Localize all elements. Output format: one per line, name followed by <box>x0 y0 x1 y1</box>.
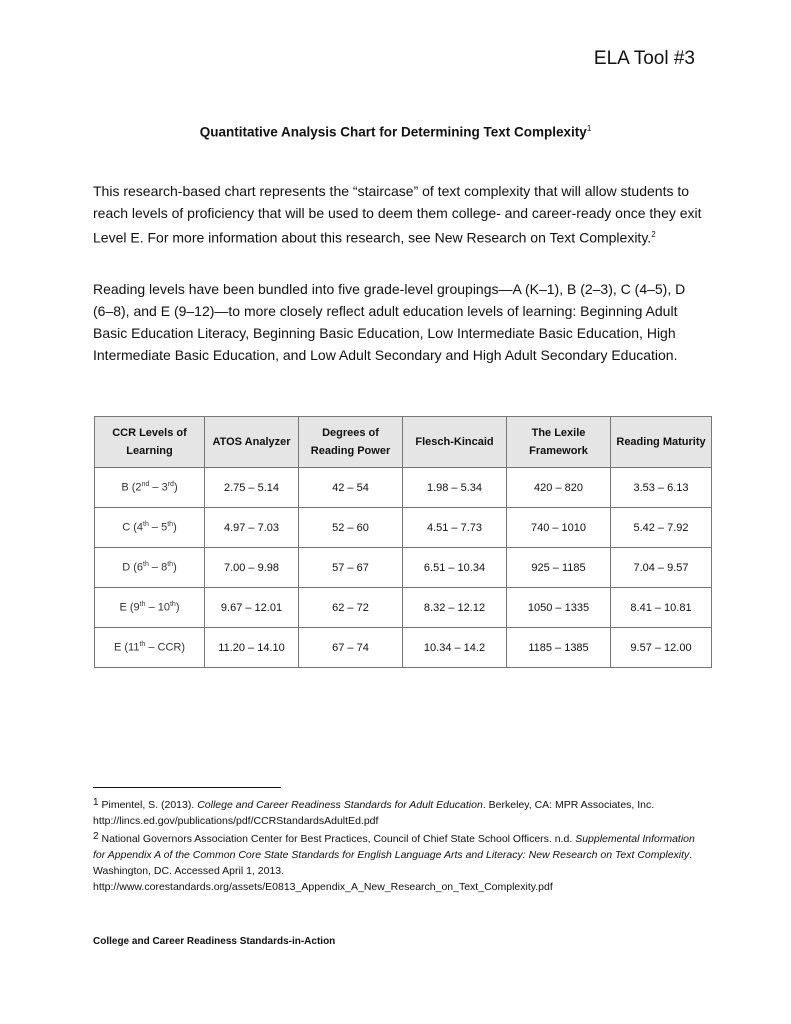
value-cell: 925 – 1185 <box>507 548 611 588</box>
level-cell <box>95 548 205 588</box>
footnote-ref-2: 2 <box>651 230 656 239</box>
footnote-text: National Governors Association Center for Best Practices, Council of Chief State School Officers. n.d. <box>101 833 576 845</box>
table-row <box>95 588 712 628</box>
page-footer: College and Career Readiness Standards-in-Action <box>93 936 336 947</box>
level-text: – 5 <box>148 521 168 534</box>
column-header: Reading Maturity <box>611 417 712 468</box>
header-tag: ELA Tool #3 <box>593 48 695 69</box>
level-text: ) <box>175 601 180 614</box>
value-cell: 1185 – 1385 <box>507 628 611 668</box>
level-cell <box>95 588 205 628</box>
value-cell: 10.34 – 14.2 <box>403 628 507 668</box>
value-cell: 4.51 – 7.73 <box>403 508 507 548</box>
level-text: C (4 <box>122 521 144 534</box>
footnote-citation-title: College and Career Readiness Standards for Adult Education <box>197 799 483 811</box>
table-row <box>95 508 712 548</box>
grouping-paragraph: Reading levels have been bundled into five grade-level groupings—A (K–1), B (2–3), C (4–5), D (6–8), and E (9–12)—to more closely reflect adult education levels of learning: Beginning Adult Basic Education Literacy, Beginning Basic Education, Low Intermediate Basic Education, High Intermediate Basic Education, and Low Adult Secondary and High Adult Secondary Education. <box>93 281 686 363</box>
footnote-text: . Washington, DC. Accessed April 1, 2013. http://www.corestandards.org/assets/E0813_Appendix_A_New_Research_on_Text_Complexity.pdf <box>93 849 693 893</box>
value-cell: 3.53 – 6.13 <box>611 468 712 508</box>
level-text: D (6 <box>122 561 144 574</box>
level-text: th <box>169 601 176 609</box>
column-header: The Lexile Framework <box>507 417 611 468</box>
table-header-row <box>95 417 712 468</box>
value-cell: 8.32 – 12.12 <box>403 588 507 628</box>
level-text: rd <box>167 481 174 489</box>
level-text: th <box>143 561 149 569</box>
footnote-divider <box>93 787 281 788</box>
value-cell: 42 – 54 <box>299 468 403 508</box>
footnote-1 <box>93 795 703 829</box>
level-text: th <box>139 601 146 609</box>
level-text: nd <box>141 481 150 489</box>
footnote-ref-1: 1 <box>586 124 592 133</box>
table-row <box>95 628 712 668</box>
value-cell: 420 – 820 <box>507 468 611 508</box>
value-cell: 62 – 72 <box>299 588 403 628</box>
level-cell <box>95 628 205 668</box>
level-text: B (2 <box>121 481 142 494</box>
level-cell <box>95 508 205 548</box>
value-cell: 6.51 – 10.34 <box>403 548 507 588</box>
table-row <box>95 468 712 508</box>
table-row <box>95 548 712 588</box>
value-cell: 1.98 – 5.34 <box>403 468 507 508</box>
level-text: th <box>167 521 174 529</box>
value-cell: 7.04 – 9.57 <box>611 548 712 588</box>
level-text: ) <box>173 481 178 494</box>
value-cell: 4.97 – 7.03 <box>205 508 299 548</box>
value-cell: 57 – 67 <box>299 548 403 588</box>
column-header: Flesch-Kincaid <box>403 417 507 468</box>
value-cell: 5.42 – 7.92 <box>611 508 712 548</box>
column-header: Degrees of Reading Power <box>299 417 403 468</box>
level-text: – CCR) <box>145 641 186 654</box>
footnote-citation-title: Supplemental Information for Appendix A of the Common Core State Standards for English Language Arts and Literacy: New Research on Text Complexity <box>93 833 695 861</box>
level-text: – 8 <box>148 561 168 574</box>
level-text: – 3 <box>149 481 168 494</box>
level-text: E (11 <box>113 641 140 654</box>
value-cell: 67 – 74 <box>299 628 403 668</box>
value-cell: 11.20 – 14.10 <box>205 628 299 668</box>
level-text: ) <box>173 521 177 534</box>
footnotes <box>93 795 703 895</box>
value-cell: 7.00 – 9.98 <box>205 548 299 588</box>
footnote-text: Pimentel, S. (2013). <box>101 799 198 811</box>
page-title-text: Quantitative Analysis Chart for Determining Text Complexity <box>199 124 587 140</box>
footnote-2 <box>93 829 703 895</box>
level-text: th <box>143 521 149 529</box>
complexity-table <box>94 416 712 668</box>
intro-paragraph-text: This research-based chart represents the “staircase” of text complexity that will allow students to reach levels of proficiency that will be used to deem them college- and career-ready once they exit Level E. For more information about this research, see New Research on Text Complexity. <box>93 183 702 246</box>
value-cell: 52 – 60 <box>299 508 403 548</box>
column-header: ATOS Analyzer <box>205 417 299 468</box>
level-text: th <box>167 561 174 569</box>
value-cell: 8.41 – 10.81 <box>611 588 712 628</box>
level-text: th <box>139 641 146 649</box>
level-cell <box>95 468 205 508</box>
value-cell: 2.75 – 5.14 <box>205 468 299 508</box>
value-cell: 9.57 – 12.00 <box>611 628 712 668</box>
footnote-text: . Berkeley, CA: MPR Associates, Inc. http://lincs.ed.gov/publications/pdf/CCRStandardsAdultEd.pdf <box>93 799 655 827</box>
footnote-number: 2 <box>93 831 99 842</box>
level-text: E (9 <box>119 601 140 614</box>
value-cell: 740 – 1010 <box>507 508 611 548</box>
value-cell: 9.67 – 12.01 <box>205 588 299 628</box>
level-text: ) <box>173 561 177 574</box>
footnote-number: 1 <box>93 797 99 808</box>
value-cell: 1050 – 1335 <box>507 588 611 628</box>
level-text: – 10 <box>145 601 170 614</box>
column-header: CCR Levels of Learning <box>95 417 205 468</box>
page-title <box>0 124 791 140</box>
intro-paragraph <box>93 180 708 249</box>
